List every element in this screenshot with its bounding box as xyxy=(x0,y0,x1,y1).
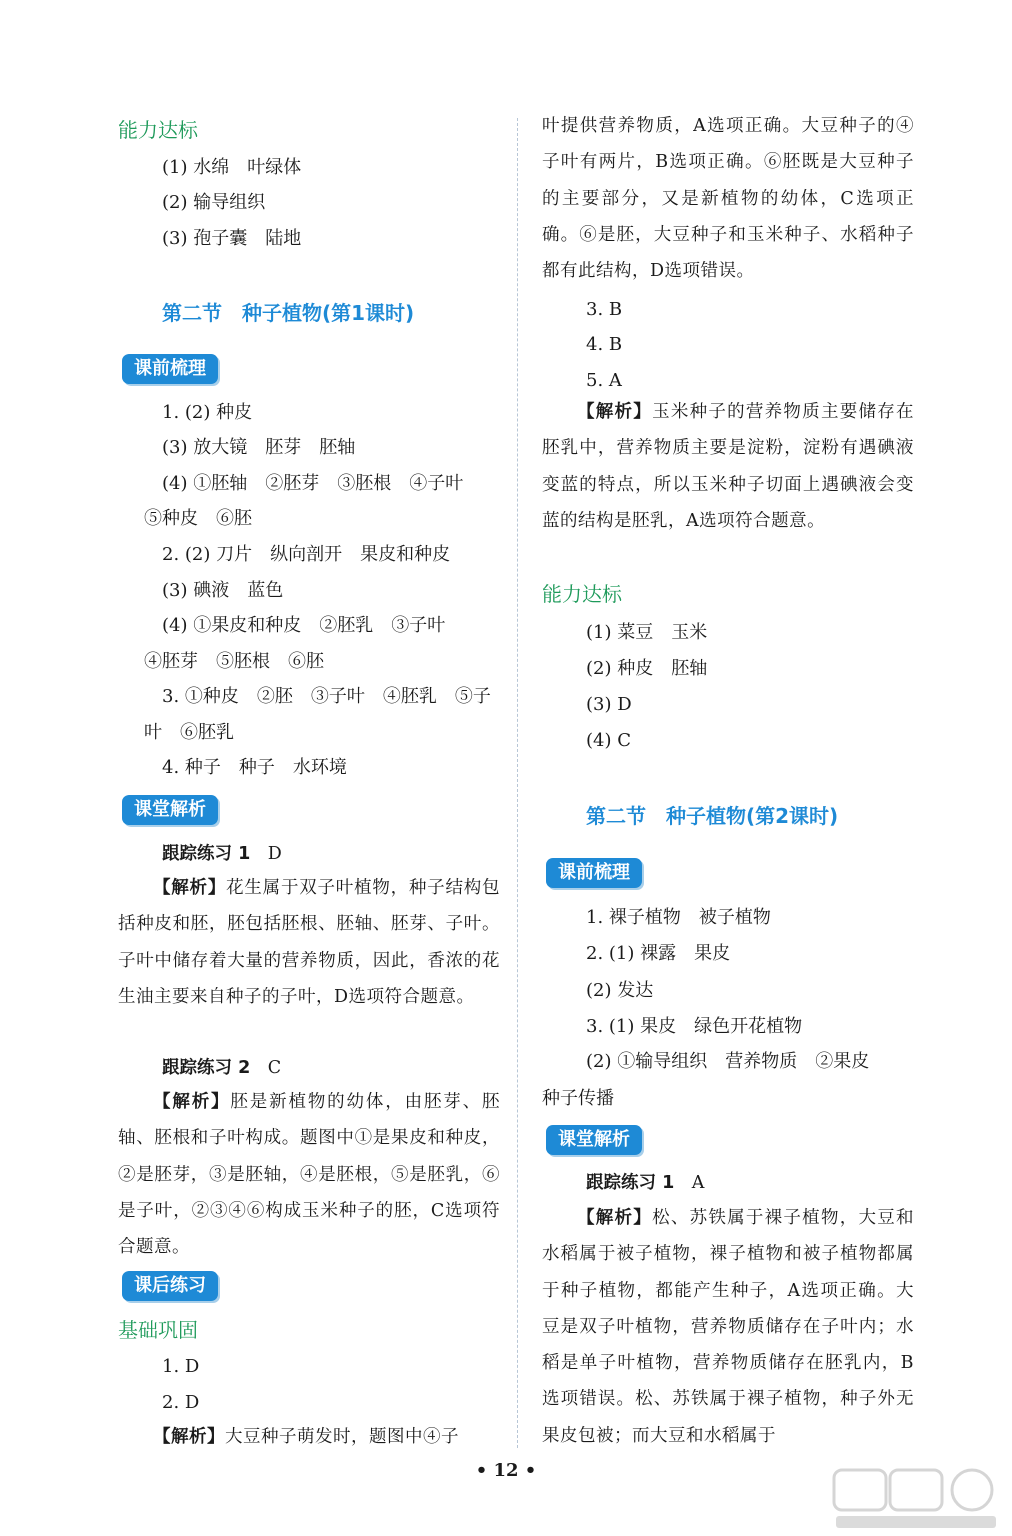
pill-kecheng-shuli: 课前梳理 xyxy=(546,858,642,888)
answer-line: (3) 放大镜 胚芽 胚轴 xyxy=(162,437,356,458)
tracking-label: 跟踪练习 1 xyxy=(162,844,251,864)
answer-line: (4) ①果皮和种皮 ②胚乳 ③子叶 xyxy=(162,615,446,636)
explanation-continued: 叶提供营养物质，A选项正确。大豆种子的④子叶有两片，B选项正确。⑥胚既是大豆种子的主要部分，又是新植物的幼体，C选项正确。⑥是胚，大豆种子和玉米种子、水稻种子都有此结构，D选项错误。 xyxy=(542,116,914,282)
explanation-paragraph xyxy=(118,870,500,1015)
explanation-paragraph xyxy=(118,1419,500,1455)
answer-line: (2) ①输导组织 营养物质 ②果皮 xyxy=(586,1051,870,1072)
answer-line: 3. B xyxy=(586,299,623,320)
watermark-logo xyxy=(832,1466,1002,1532)
answer-line: 2. (2) 刀片 纵向剖开 果皮和种皮 xyxy=(162,544,451,565)
jiexi-tag: 【解析】 xyxy=(153,878,227,898)
answer-line: (4) C xyxy=(586,730,631,751)
tracking-exercise-2 xyxy=(162,1056,281,1080)
jiexi-tag: 【解析】 xyxy=(153,1427,225,1447)
answer-line: 1. 裸子植物 被子植物 xyxy=(586,907,771,928)
tracking-label: 跟踪练习 1 xyxy=(586,1173,675,1193)
jiexi-tag: 【解析】 xyxy=(577,1208,653,1228)
tracking-exercise-1 xyxy=(586,1171,704,1195)
pill-kehou-lianxi: 课后练习 xyxy=(122,1271,218,1301)
pill-ketang-jiexi: 课堂解析 xyxy=(546,1125,642,1155)
pill-kecheng-shuli: 课前梳理 xyxy=(122,354,218,384)
answer-line: 1. (2) 种皮 xyxy=(162,402,253,423)
answer-line: 1. D xyxy=(162,1356,200,1377)
answer-line: 5. A xyxy=(586,370,622,391)
section-title: 第二节 种子植物(第2课时) xyxy=(586,804,839,828)
heading-nengli-dabiao: 能力达标 xyxy=(542,582,622,606)
tracking-exercise-1 xyxy=(162,842,282,866)
answer-line: 3. ①种皮 ②胚 ③子叶 ④胚乳 ⑤子 xyxy=(162,686,491,707)
explanation-text: 松、苏铁属于裸子植物，大豆和水稻属于被子植物，裸子植物和被子植物都属于种子植物，都能产生种子，A选项正确。大豆是双子叶植物，营养物质储存在子叶内；水稻是单子叶植物，营养物质储存在胚乳内，B选项错误。松、苏铁属于裸子植物，种子外无果皮包被；而大豆和水稻属于 xyxy=(542,1208,915,1446)
page-number: • 12 • xyxy=(475,1460,537,1481)
answer-line: (1) 水绵 叶绿体 xyxy=(162,157,302,178)
heading-nengli-dabiao: 能力达标 xyxy=(118,118,198,142)
answer-line: 种子传播 xyxy=(542,1088,614,1109)
answer-line: 叶 ⑥胚乳 xyxy=(144,722,234,743)
explanation-paragraph xyxy=(542,394,914,539)
answer-line: (4) ①胚轴 ②胚芽 ③胚根 ④子叶 xyxy=(162,473,464,494)
explanation-text: 玉米种子的营养物质主要储存在胚乳中，营养物质主要是淀粉，淀粉有遇碘液变蓝的特点，所以玉米种子切面上遇碘液会变蓝的结构是胚乳，A选项符合题意。 xyxy=(542,402,915,531)
answer-line: ④胚芽 ⑤胚根 ⑥胚 xyxy=(144,651,324,672)
answer-line: 2. (1) 裸露 果皮 xyxy=(586,943,731,964)
section-title: 第二节 种子植物(第1课时) xyxy=(162,301,415,325)
answer-line: 4. B xyxy=(586,334,623,355)
tracking-answer: A xyxy=(691,1173,705,1193)
answer-line: 3. (1) 果皮 绿色开花植物 xyxy=(586,1016,803,1037)
tracking-answer: C xyxy=(267,1058,282,1078)
jiexi-tag: 【解析】 xyxy=(153,1092,231,1112)
explanation-paragraph xyxy=(542,1200,914,1454)
answer-line: (3) D xyxy=(586,694,632,715)
heading-jichu-gonggu: 基础巩固 xyxy=(118,1318,198,1342)
answer-line: 2. D xyxy=(162,1392,200,1413)
answer-line: (2) 发达 xyxy=(586,980,654,1001)
answer-line: (2) 输导组织 xyxy=(162,192,266,213)
answer-line: (3) 孢子囊 陆地 xyxy=(162,228,302,249)
pill-ketang-jiexi: 课堂解析 xyxy=(122,795,218,825)
answer-line: (3) 碘液 蓝色 xyxy=(162,580,284,601)
column-divider xyxy=(517,118,518,1448)
answer-line: 4. 种子 种子 水环境 xyxy=(162,757,347,778)
explanation-paragraph xyxy=(118,1084,500,1265)
explanation-text: 大豆种子萌发时，题图中④子 xyxy=(225,1427,459,1447)
jiexi-tag: 【解析】 xyxy=(577,402,653,422)
explanation-text: 花生属于双子叶植物，种子结构包括种皮和胚，胚包括胚根、胚轴、胚芽、子叶。子叶中储存着大量的营养物质，因此，香浓的花生油主要来自种子的子叶，D选项符合题意。 xyxy=(118,878,501,1007)
explanation-text: 胚是新植物的幼体，由胚芽、胚轴、胚根和子叶构成。题图中①是果皮和种皮，②是胚芽，③是胚轴，④是胚根，⑤是胚乳，⑥是子叶，②③④⑥构成玉米种子的胚，C选项符合题意。 xyxy=(118,1092,501,1258)
tracking-label: 跟踪练习 2 xyxy=(162,1058,251,1078)
answer-line: ⑤种皮 ⑥胚 xyxy=(144,508,252,529)
answer-line: (1) 菜豆 玉米 xyxy=(586,622,708,643)
tracking-answer: D xyxy=(267,844,282,864)
answer-line: (2) 种皮 胚轴 xyxy=(586,658,708,679)
